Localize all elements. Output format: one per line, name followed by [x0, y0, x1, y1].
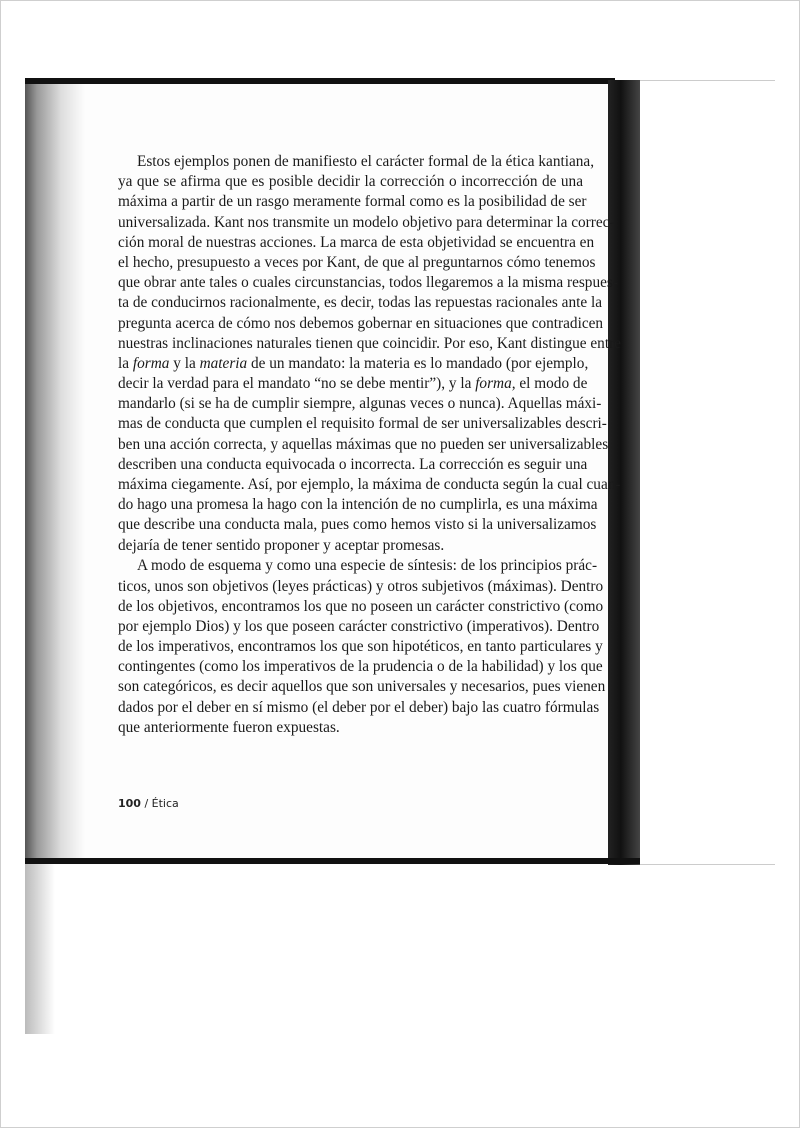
text-line	[118, 152, 595, 172]
text-segment: A modo de esquema y como una especie de síntesis: de los principios prác-	[137, 557, 598, 575]
text-segment: por ejemplo Dios) y los que poseen carácter constrictivo (imperativos). Dentro	[118, 617, 600, 635]
text-line	[118, 354, 589, 374]
text-segment: universalizada. Kant nos transmite un modelo objetivo para determinar la correc-	[118, 213, 615, 231]
footer-separator: /	[140, 797, 152, 810]
text-line	[118, 718, 583, 738]
text-line	[118, 273, 618, 293]
text-line	[118, 314, 604, 334]
text-segment: de los imperativos, encontramos los que son hipotéticos, en tanto particulares y	[118, 638, 603, 656]
italic-term: materia	[199, 354, 248, 372]
text-segment: mas de conducta que cumplen el requisito formal de ser universalizables descri-	[118, 415, 607, 433]
text-segment: máxima a partir de un rasgo meramente formal como es la posibilidad de ser	[118, 193, 587, 211]
text-line	[118, 677, 606, 697]
text-segment: ción moral de nuestras acciones. La marca de esta objetividad se encuentra en	[118, 233, 595, 251]
text-segment: que obrar ante tales o cuales circunstancias, todos llegaremos a la misma respues-	[118, 274, 618, 292]
text-segment: nuestras inclinaciones naturales tienen que coincidir. Por eso, Kant distingue entre	[118, 334, 621, 352]
text-segment: Estos ejemplos ponen de manifiesto el carácter formal de la ética kantiana,	[137, 153, 595, 170]
text-segment: el hecho, presupuesto a veces por Kant, de que al preguntarnos cómo tenemos	[118, 253, 596, 271]
text-segment: dejaría de tener sentido proponer y aceptar promesas.	[118, 536, 445, 554]
text-segment: ticos, unos son objetivos (leyes prácticas) y otros subjetivos (máximas). Dentro	[118, 577, 604, 595]
scan-edge-right	[608, 80, 640, 865]
text-segment: decir la verdad para el mandato “no se debe mentir”), y la	[118, 375, 476, 393]
text-segment: mandarlo (si se ha de cumplir siempre, algunas veces o nunca). Aquellas máxi-	[118, 395, 602, 413]
text-line	[118, 475, 621, 495]
text-segment: la	[118, 354, 133, 372]
text-segment: de los objetivos, encontramos los que no poseen un carácter constrictivo (como	[118, 597, 604, 615]
page-number: 100	[118, 797, 141, 810]
text-line	[118, 414, 607, 434]
text-line	[118, 455, 588, 475]
text-segment: contingentes (como los imperativos de la prudencia o de la habilidad) y los que	[118, 658, 603, 676]
text-line	[118, 617, 600, 637]
text-segment: máxima ciegamente. Así, por ejemplo, la máxima de conducta según la cual cuan-	[118, 476, 621, 493]
text-line	[118, 698, 600, 718]
text-segment: ben una acción correcta, y aquellas máximas que no pueden ser universalizables	[118, 435, 609, 453]
text-line	[118, 495, 598, 515]
text-line	[118, 556, 598, 576]
text-line	[118, 172, 583, 192]
italic-term: forma	[132, 354, 170, 372]
scan-edge-bottom	[25, 858, 640, 864]
text-segment: el modo de	[515, 375, 588, 393]
text-segment: ta de conducirnos racionalmente, es decir, todas las repuestas racionales ante la	[118, 294, 603, 312]
divider	[640, 864, 775, 865]
text-segment: y la	[169, 354, 200, 372]
divider	[640, 80, 775, 81]
text-line	[118, 192, 587, 212]
text-line	[118, 536, 583, 556]
text-segment: son categóricos, es decir aquellos que son universales y necesarios, pues vienen	[118, 678, 606, 696]
scan-edge-top	[25, 78, 615, 84]
text-line	[118, 515, 597, 535]
text-line	[118, 394, 602, 414]
text-line	[118, 435, 609, 455]
text-segment: dados por el deber en sí mismo (el deber por el deber) bajo las cuatro fórmulas	[118, 698, 600, 716]
text-segment: ya que se afirma que es posible decidir la corrección o incorrección de una	[118, 173, 583, 191]
text-segment: que describe una conducta mala, pues como hemos visto si la universalizamos	[118, 516, 597, 534]
text-segment: de un mandato: la materia es lo mandado (por ejemplo,	[247, 354, 589, 372]
text-line	[118, 637, 603, 657]
text-line	[118, 657, 603, 677]
text-segment: que anteriormente fueron expuestas.	[118, 718, 340, 736]
text-segment: do hago una promesa la hago con la intención de no cumplirla, es una máxima	[118, 496, 598, 514]
scan-shadow-bottom	[25, 864, 55, 1034]
paragraph	[118, 152, 621, 556]
binding-shadow	[25, 84, 85, 864]
text-line	[118, 293, 603, 313]
italic-term: forma,	[475, 375, 516, 393]
text-line	[118, 334, 621, 354]
text-line	[118, 233, 595, 253]
text-segment: pregunta acerca de cómo nos debemos gobernar en situaciones que contradicen	[118, 314, 604, 332]
page-footer	[118, 797, 179, 810]
body-text	[118, 152, 621, 738]
text-line	[118, 577, 604, 597]
text-line	[118, 213, 615, 233]
book-title: Ética	[151, 797, 179, 810]
text-line	[118, 253, 596, 273]
text-segment: describen una conducta equivocada o incorrecta. La corrección es seguir una	[118, 455, 588, 473]
text-line	[118, 374, 588, 394]
text-line	[118, 597, 604, 617]
paragraph	[118, 556, 606, 738]
